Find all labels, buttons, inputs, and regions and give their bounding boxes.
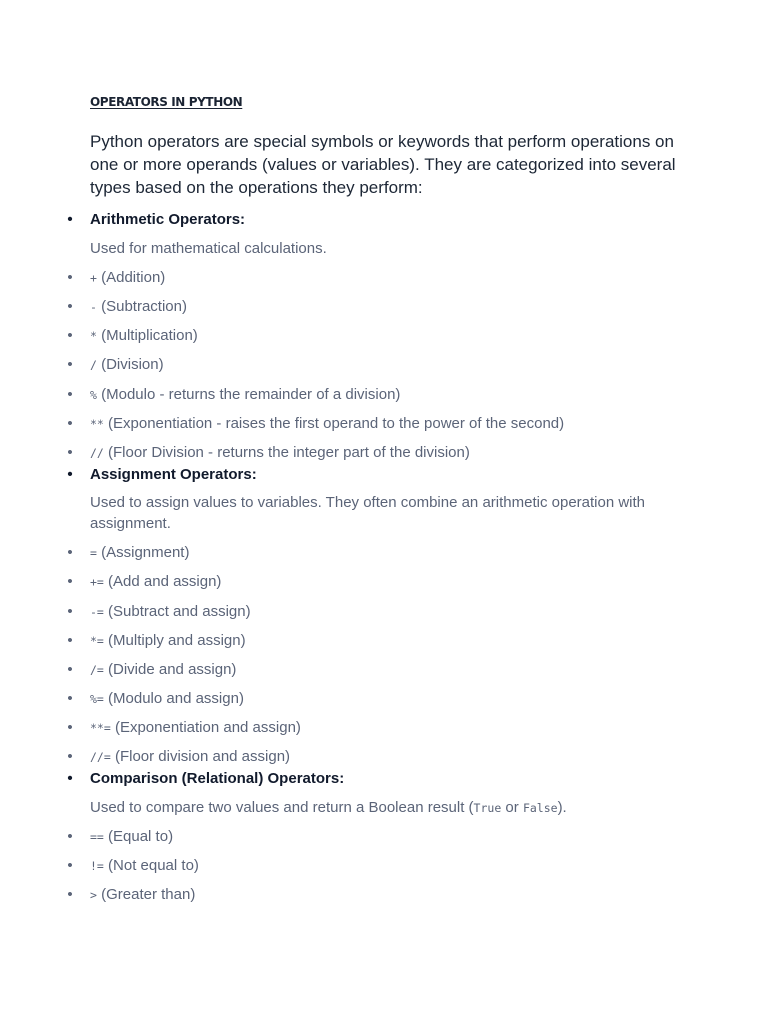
list-item (67, 884, 690, 906)
list-item (67, 267, 690, 289)
bullet: • (67, 690, 73, 707)
bullet: • (67, 573, 73, 590)
operator-description: (Floor division and assign) (110, 748, 291, 765)
list-item (67, 746, 690, 768)
operator-code: + (90, 271, 97, 285)
section-heading-label: Arithmetic Operators: (90, 211, 246, 228)
operator-code: /= (90, 663, 104, 677)
page-title: OPERATORS IN PYTHON (90, 95, 243, 109)
section-heading-label: Comparison (Relational) Operators: (90, 770, 345, 787)
bullet: • (67, 719, 73, 736)
bullet: • (67, 661, 73, 678)
operator-description: (Greater than) (96, 886, 196, 903)
operator-code: == (90, 830, 104, 844)
operator-description: (Not equal to) (103, 857, 199, 874)
operator-code: * (90, 329, 97, 343)
list-item (67, 717, 690, 739)
list-item (67, 354, 690, 376)
operator-code: **= (90, 721, 111, 735)
section-description-comparison (90, 797, 690, 819)
list-item (67, 384, 690, 406)
section-heading-arithmetic (67, 209, 690, 230)
bullet: • (67, 886, 73, 903)
bullet: • (67, 632, 73, 649)
section-description-arithmetic: Used for mathematical calculations. (90, 240, 327, 257)
bullet: • (67, 828, 73, 845)
operator-code: != (90, 859, 104, 873)
list-item (67, 325, 690, 347)
operator-description: (Division) (96, 356, 164, 373)
description-or: or (501, 799, 523, 816)
operator-description: (Assignment) (96, 544, 190, 561)
section-heading-comparison (67, 768, 690, 789)
bullet: • (67, 386, 73, 403)
list-item (67, 659, 690, 681)
operator-description: (Multiply and assign) (103, 632, 246, 649)
true-code: True (473, 801, 502, 815)
bullet: • (67, 748, 73, 765)
bullet: • (67, 603, 73, 620)
operator-code: ** (90, 417, 104, 431)
list-item (67, 542, 690, 564)
list-item (67, 571, 690, 593)
operator-description: (Subtract and assign) (103, 603, 251, 620)
operator-code: > (90, 888, 97, 902)
bullet: • (67, 327, 73, 344)
false-code: False (522, 801, 558, 815)
section-heading-label: Assignment Operators: (90, 466, 257, 483)
bullet: • (67, 211, 73, 228)
bullet: • (67, 544, 73, 561)
operator-description: (Multiplication) (96, 327, 198, 344)
operator-code: //= (90, 750, 111, 764)
bullet: • (67, 269, 73, 286)
operator-description: (Add and assign) (103, 573, 222, 590)
operator-description: (Exponentiation - raises the first operand to the power of the second) (103, 415, 565, 432)
bullet: • (67, 857, 73, 874)
intro-paragraph: Python operators are special symbols or keywords that perform operations on one or more operands (values or variables). They are categorized into several types based on the operations they perform: (90, 132, 676, 197)
operator-description: (Exponentiation and assign) (110, 719, 301, 736)
operator-code: = (90, 546, 97, 560)
operator-code: / (90, 358, 97, 372)
bullet: • (67, 770, 73, 787)
list-item (67, 826, 690, 848)
list-item (67, 296, 690, 318)
operator-code: %= (90, 692, 104, 706)
list-item (67, 855, 690, 877)
list-item (67, 442, 690, 464)
operator-description: (Modulo and assign) (103, 690, 244, 707)
bullet: • (67, 356, 73, 373)
bullet: • (67, 415, 73, 432)
operator-code: *= (90, 634, 104, 648)
list-item (67, 413, 690, 435)
section-description-assignment: Used to assign values to variables. They often combine an arithmetic operation with assignment. (90, 494, 646, 532)
operator-description: (Divide and assign) (103, 661, 237, 678)
section-heading-assignment (67, 464, 690, 485)
bullet: • (67, 466, 73, 483)
operator-description: (Equal to) (103, 828, 174, 845)
bullet: • (67, 298, 73, 315)
description-text: Used to compare two values and return a Boolean result ( (90, 799, 474, 816)
operator-description: (Addition) (96, 269, 166, 286)
operator-code: += (90, 575, 104, 589)
list-item (67, 688, 690, 710)
operator-code: // (90, 446, 104, 460)
operator-code: -= (90, 605, 104, 619)
operator-description: (Subtraction) (96, 298, 187, 315)
operator-description: (Floor Division - returns the integer part of the division) (103, 444, 470, 461)
bullet: • (67, 444, 73, 461)
description-end: ). (557, 799, 567, 816)
operator-code: - (90, 300, 97, 314)
list-item (67, 630, 690, 652)
list-item (67, 601, 690, 623)
operator-code: % (90, 388, 97, 402)
operator-description: (Modulo - returns the remainder of a division) (96, 386, 401, 403)
